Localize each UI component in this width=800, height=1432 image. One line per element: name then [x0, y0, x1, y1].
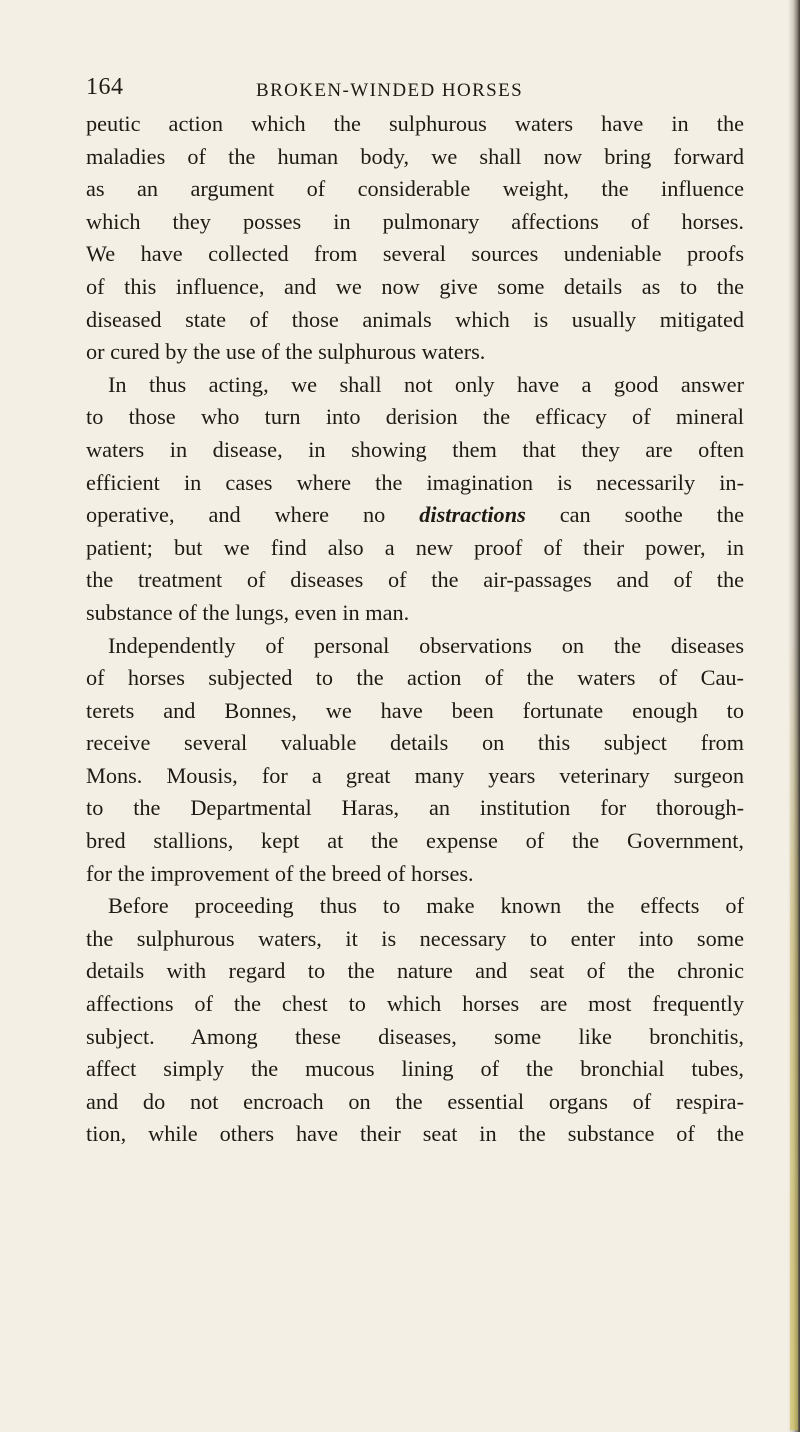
text-line: peutic action which the sulphurous waters have in the — [86, 111, 744, 136]
text-line: terets and Bonnes, we have been fortunate enough to — [86, 697, 744, 723]
line-segment: operative, and where no — [86, 502, 386, 528]
text-line: We have collected from several sources undeniable proofs — [86, 241, 744, 267]
text-line: maladies of the human body, we shall now bring forward — [86, 143, 744, 169]
text-line-with-italic — [86, 499, 744, 532]
page-edge-stain — [790, 640, 798, 1430]
text-line: receive several valuable details on this subject from — [86, 730, 744, 756]
text-line: Mons. Mousis, for a great many years veterinary surgeon — [86, 762, 744, 788]
text-line: or cured by the use of the sulphurous waters. — [86, 339, 486, 365]
text-line: affections of the chest to which horses are most frequently — [86, 991, 744, 1017]
page-number: 164 — [86, 74, 124, 100]
text-line: tion, while others have their seat in the substance of the — [86, 1121, 744, 1147]
text-line: affect simply the mucous lining of the bronchial tubes, — [86, 1056, 744, 1082]
text-line: patient; but we find also a new proof of their power, in — [86, 534, 744, 560]
text-line: of this influence, and we now give some details as to the — [86, 273, 744, 299]
paragraph-start-line: Independently of personal observations on the diseases — [108, 632, 744, 658]
line-segment: can soothe the — [559, 502, 744, 528]
text-line: details with regard to the nature and seat of the chronic — [86, 958, 744, 984]
text-line: which they posses in pulmonary affections of horses. — [86, 208, 744, 234]
text-line: the sulphurous waters, it is necessary to enter into some — [86, 925, 744, 951]
paragraph-start-line: Before proceeding thus to make known the effects of — [108, 893, 744, 919]
text-line: and do not encroach on the essential organs of respira- — [86, 1088, 744, 1114]
text-line: to the Departmental Haras, an institution for thorough- — [86, 795, 744, 821]
body-text — [86, 108, 744, 1151]
text-line: substance of the lungs, even in man. — [86, 599, 410, 625]
text-line: of horses subjected to the action of the waters of Cau- — [86, 665, 744, 691]
text-line: as an argument of considerable weight, the influence — [86, 176, 744, 202]
text-line: waters in disease, in showing them that they are often — [86, 436, 744, 462]
text-line: the treatment of diseases of the air-passages and of the — [86, 567, 744, 593]
paragraph-start-line: In thus acting, we shall not only have a good answer — [108, 371, 744, 397]
text-line: diseased state of those animals which is usually mitigated — [86, 306, 744, 332]
text-line: bred stallions, kept at the expense of the Government, — [86, 828, 744, 854]
text-line: efficient in cases where the imagination is necessarily in- — [86, 469, 744, 495]
text-line: subject. Among these diseases, some like bronchitis, — [86, 1023, 744, 1049]
text-line: for the improvement of the breed of horses. — [86, 860, 474, 886]
running-title: BROKEN-WINDED HORSES — [256, 80, 524, 101]
text-line: to those who turn into derision the efficacy of mineral — [86, 404, 744, 430]
italic-word: distractions — [419, 502, 526, 528]
